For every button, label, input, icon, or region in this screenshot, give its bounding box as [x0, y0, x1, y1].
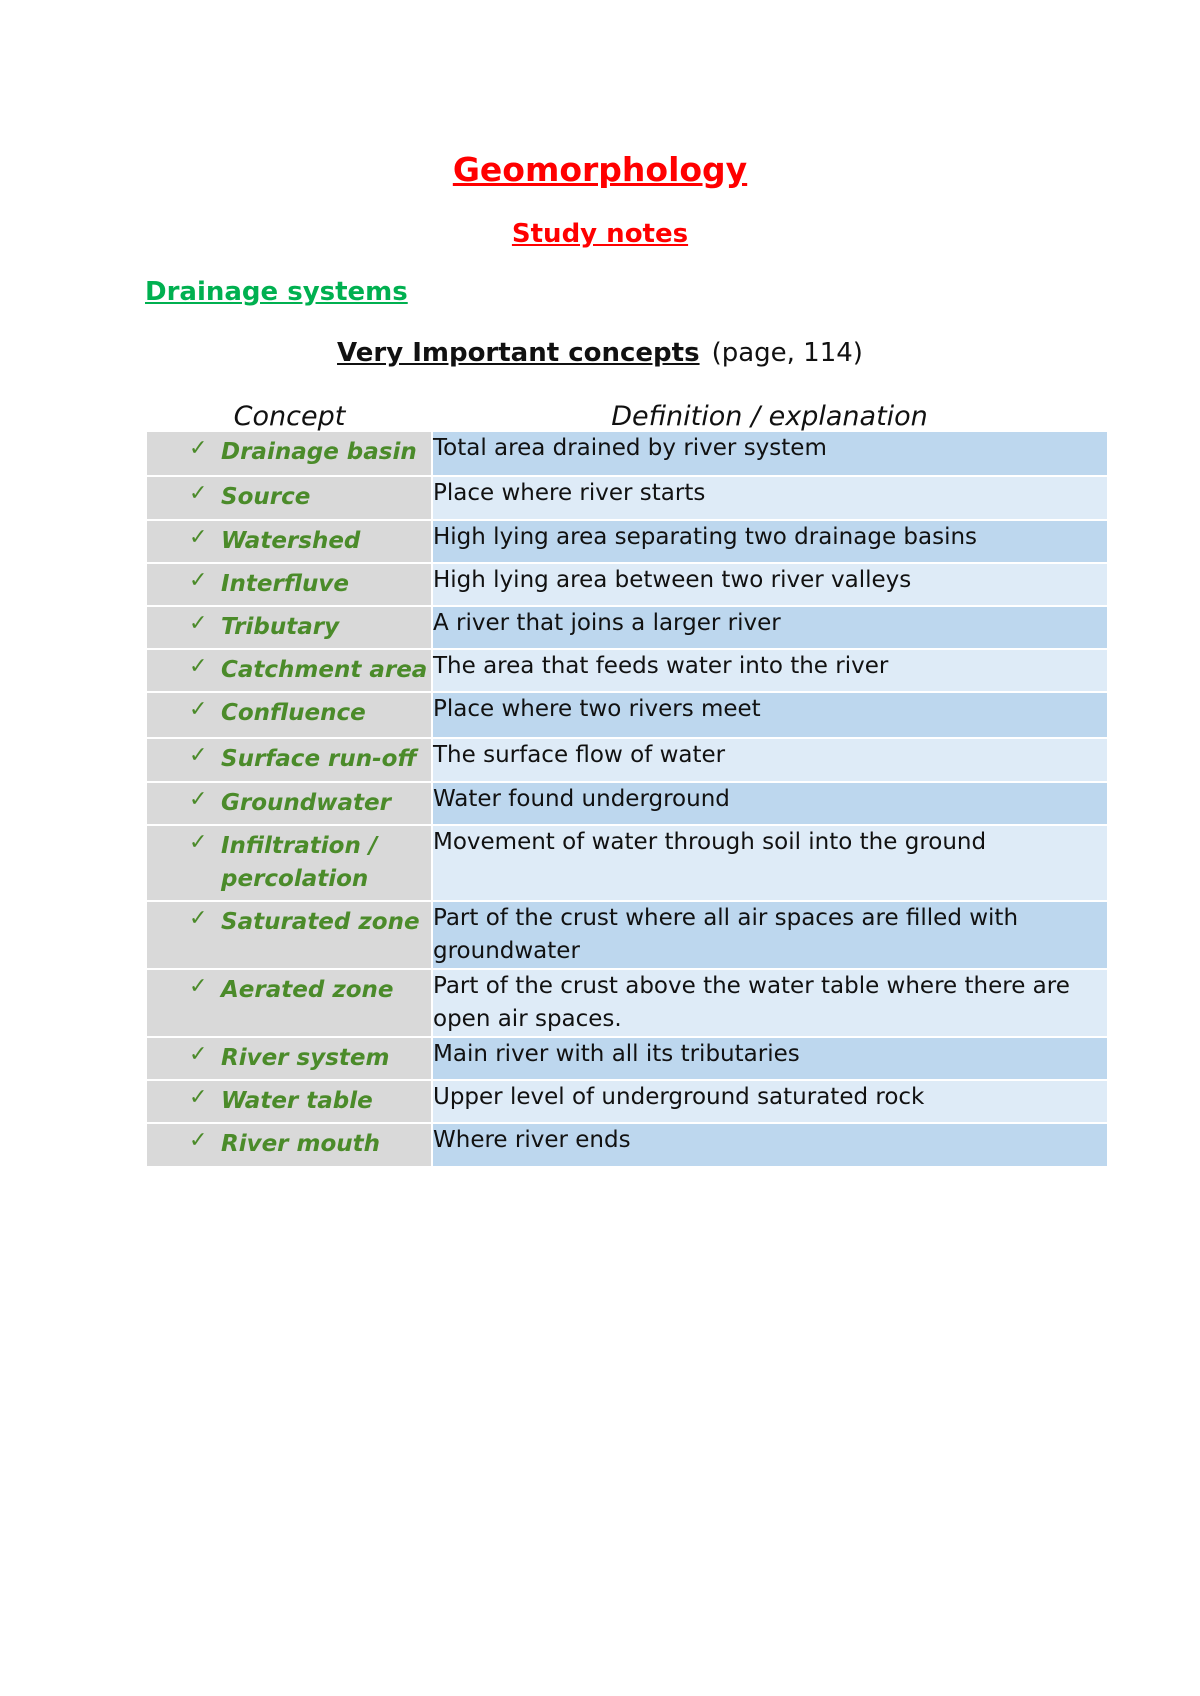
- table-row: [147, 738, 1107, 782]
- definition-cell: Movement of water through soil into the ground: [432, 825, 1107, 901]
- table-header-row: [147, 390, 1107, 432]
- table-row: [147, 782, 1107, 825]
- concept-cell: [147, 901, 432, 969]
- concept-cell: [147, 738, 432, 782]
- page-reference: (page, 114): [711, 338, 863, 368]
- concept-cell-content: [147, 970, 431, 1011]
- concept-term: Tributary: [221, 614, 340, 640]
- concept-column-header: Concept: [147, 390, 432, 432]
- concepts-subheading-title: Very Important concepts: [337, 338, 700, 368]
- concept-cell-content: [147, 826, 431, 900]
- table-row: [147, 606, 1107, 649]
- check-icon: ✓: [189, 787, 208, 812]
- concept-cell-content: [147, 783, 431, 824]
- concept-cell-content: [147, 1081, 431, 1122]
- table-row: [147, 1037, 1107, 1080]
- definition-cell: The area that feeds water into the river: [432, 649, 1107, 692]
- check-icon: ✓: [189, 1042, 208, 1067]
- concept-cell: [147, 520, 432, 563]
- concept-cell: [147, 782, 432, 825]
- check-icon: ✓: [189, 568, 208, 593]
- check-icon: ✓: [189, 743, 208, 768]
- document-title: Geomorphology: [452, 150, 748, 189]
- concept-cell-content: [147, 607, 431, 648]
- check-icon: ✓: [189, 436, 208, 461]
- section-heading: Drainage systems: [145, 277, 408, 307]
- table-row: [147, 901, 1107, 969]
- concept-term: Groundwater: [221, 790, 391, 816]
- concept-cell: [147, 606, 432, 649]
- concept-cell-content: [147, 477, 431, 518]
- concept-term: Surface run-off: [221, 746, 417, 772]
- check-icon: ✓: [189, 974, 208, 999]
- concept-term: River mouth: [221, 1131, 381, 1157]
- table-row: [147, 649, 1107, 692]
- table-row: [147, 969, 1107, 1037]
- concept-term: River system: [221, 1045, 390, 1071]
- table-row: [147, 476, 1107, 520]
- concept-cell-content: [147, 902, 431, 943]
- table-row: [147, 432, 1107, 476]
- concept-cell-content: [147, 739, 431, 780]
- concept-term: Drainage basin: [221, 439, 417, 465]
- definition-cell: Part of the crust above the water table where there are open air spaces.: [432, 969, 1107, 1037]
- concept-term: Aerated zone: [221, 977, 394, 1003]
- check-icon: ✓: [189, 1085, 208, 1110]
- concept-term: Interfluve: [221, 571, 349, 597]
- definition-column-header: Definition / explanation: [432, 390, 1107, 432]
- definition-cell: A river that joins a larger river: [432, 606, 1107, 649]
- table-body: [147, 432, 1107, 1167]
- definition-cell: Place where two rivers meet: [432, 692, 1107, 738]
- definition-cell: Where river ends: [432, 1123, 1107, 1167]
- concept-cell-content: [147, 693, 431, 734]
- concepts-subheading: [0, 336, 1200, 370]
- definition-cell: Place where river starts: [432, 476, 1107, 520]
- definition-cell: The surface flow of water: [432, 738, 1107, 782]
- concept-cell-content: [147, 1038, 431, 1079]
- concept-cell: [147, 563, 432, 606]
- definition-cell: Total area drained by river system: [432, 432, 1107, 476]
- concept-term: Source: [221, 484, 311, 510]
- concept-cell: [147, 825, 432, 901]
- concept-term: Water table: [221, 1088, 373, 1114]
- concept-cell-content: [147, 650, 431, 691]
- check-icon: ✓: [189, 481, 208, 506]
- definition-cell: Upper level of underground saturated rock: [432, 1080, 1107, 1123]
- check-icon: ✓: [189, 697, 208, 722]
- table-row: [147, 563, 1107, 606]
- concept-term: Catchment area: [221, 657, 428, 683]
- concept-cell-content: [147, 564, 431, 605]
- concept-cell: [147, 1037, 432, 1080]
- concept-cell: [147, 432, 432, 476]
- table-row: [147, 825, 1107, 901]
- concept-term: Saturated zone: [221, 909, 420, 935]
- concept-term: Infiltration / percolation: [221, 833, 378, 892]
- definition-cell: Main river with all its tributaries: [432, 1037, 1107, 1080]
- concept-cell-content: [147, 521, 431, 562]
- concept-cell: [147, 1080, 432, 1123]
- definition-cell: High lying area separating two drainage basins: [432, 520, 1107, 563]
- definition-cell: High lying area between two river valleys: [432, 563, 1107, 606]
- table-row: [147, 1123, 1107, 1167]
- check-icon: ✓: [189, 1128, 208, 1153]
- concept-cell: [147, 692, 432, 738]
- concept-cell: [147, 969, 432, 1037]
- concept-cell: [147, 476, 432, 520]
- table-row: [147, 1080, 1107, 1123]
- check-icon: ✓: [189, 611, 208, 636]
- definition-cell: Part of the crust where all air spaces are filled with groundwater: [432, 901, 1107, 969]
- concept-cell: [147, 649, 432, 692]
- concept-cell-content: [147, 1124, 431, 1165]
- check-icon: ✓: [189, 906, 208, 931]
- check-icon: ✓: [189, 525, 208, 550]
- table-row: [147, 520, 1107, 563]
- concept-cell-content: [147, 432, 431, 473]
- document-subtitle: Study notes: [511, 219, 689, 249]
- concept-cell: [147, 1123, 432, 1167]
- table-row: [147, 692, 1107, 738]
- definition-cell: Water found underground: [432, 782, 1107, 825]
- check-icon: ✓: [189, 830, 208, 855]
- check-icon: ✓: [189, 654, 208, 679]
- concept-term: Watershed: [221, 528, 361, 554]
- concepts-table: [147, 390, 1107, 1168]
- concept-term: Confluence: [221, 700, 366, 726]
